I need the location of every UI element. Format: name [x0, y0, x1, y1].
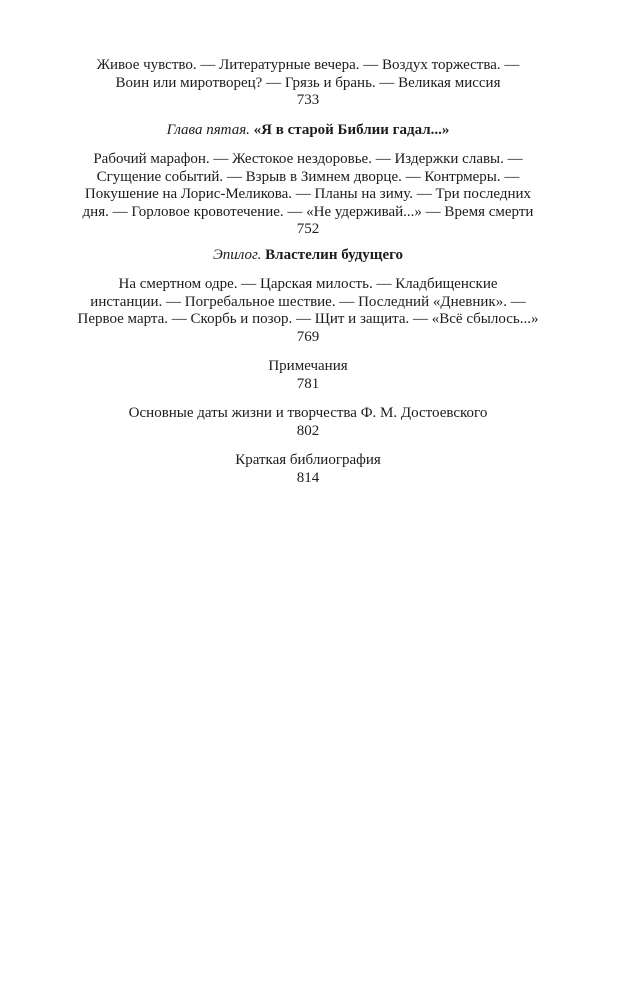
- toc-content: [58, 57, 558, 499]
- toc-entry-line: Воин или миротворец? — Грязь и брань. — Великая миссия: [115, 74, 501, 91]
- toc-item-bibliography: [58, 452, 558, 487]
- toc-entry-line: Покушение на Лорис-Меликова. — Планы на зиму. — Три последних: [84, 186, 532, 202]
- toc-entry-line: дня. — Горловое кровотечение. — «Не удерживай...» — Время смерти: [82, 203, 534, 220]
- chapter5-title: «Я в старой Библии гадал...»: [253, 121, 450, 138]
- page-number-chronology: 802: [296, 422, 320, 439]
- toc-entry-line: инстанции. — Погребальное шествие. — Последний «Дневник». —: [90, 293, 526, 310]
- epilogue-label: Эпилог.: [212, 246, 262, 263]
- toc-entry-line: Рабочий марафон. — Жестокое нездоровье. — Издержки славы. —: [93, 151, 523, 167]
- page-number-epilogue: 769: [296, 328, 320, 345]
- back-matter-title: Краткая библиография: [235, 452, 381, 468]
- toc-heading-epilogue: [58, 247, 558, 265]
- page-number-chapter5: 752: [296, 221, 320, 237]
- toc-item-notes: [58, 358, 558, 393]
- epilogue-title: Властелин будущего: [265, 246, 404, 263]
- back-matter-title: Основные даты жизни и творчества Ф. М. Достоевского: [128, 405, 488, 421]
- toc-entry-line: Первое марта. — Скорбь и позор. — Щит и защита. — «Всё сбылось...»: [77, 311, 539, 327]
- toc-item-chronology: [58, 405, 558, 440]
- toc-entry-chapter5: [58, 151, 558, 239]
- toc-entry-line: Живое чувство. — Литературные вечера. — Воздух торжества. —: [96, 57, 520, 73]
- back-matter-title: Примечания: [268, 358, 348, 374]
- toc-entry-line: На смертном одре. — Царская милость. — Кладбищенские: [118, 276, 498, 292]
- page-number-bibliography: 814: [296, 469, 320, 486]
- toc-entry-line: Сгущение событий. — Взрыв в Зимнем дворце. — Контрмеры. —: [96, 168, 520, 185]
- toc-entry-epilogue: [58, 276, 558, 346]
- chapter5-label: Глава пятая.: [166, 121, 250, 138]
- toc-entry-chapter4-tail: [58, 57, 558, 110]
- page-number-notes: 781: [296, 375, 320, 392]
- page-number-chapter4: 733: [296, 92, 320, 108]
- toc-heading-chapter5: [58, 122, 558, 140]
